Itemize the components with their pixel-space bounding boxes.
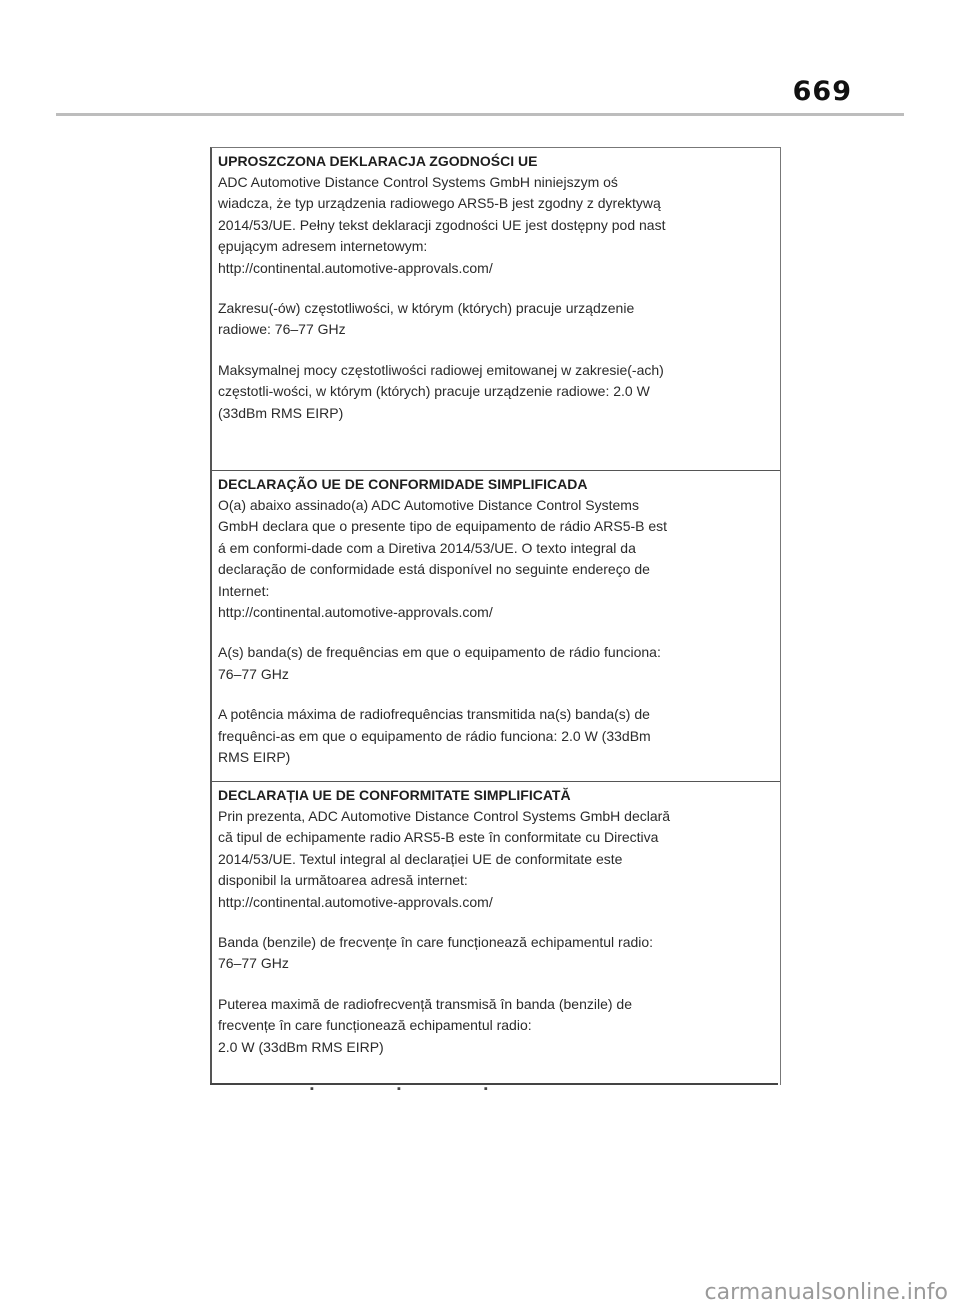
text-line: ADC Automotive Distance Control Systems GmbH niniejszym oś [218, 174, 618, 190]
text-line: declaração de conformidade está disponível no seguinte endereço de [218, 561, 650, 578]
text-line: częstotli-wości, w którym (których) pracuje urządzenie radiowe: 2.0 W [218, 383, 650, 400]
text-line: 2.0 W (33dBm RMS EIRP) [218, 1038, 384, 1055]
text-line: O(a) abaixo assinado(a) ADC Automotive Distance Control Systems [218, 497, 639, 513]
text-line: A(s) banda(s) de frequências em que o equipamento de rádio funciona: [218, 644, 661, 661]
section-paragraph [218, 360, 778, 424]
watermark: carmanualsonline.info [704, 1280, 948, 1305]
section-paragraph [218, 994, 778, 1058]
text-line: Banda (benzile) de frecvențe în care funcționează echipamentul radio: [218, 934, 654, 951]
text-line: Zakresu(-ów) częstotliwości, w którym (których) pracuje urządzenie [218, 300, 635, 317]
text-line: RMS EIRP) [218, 749, 291, 766]
text-line: 76–77 GHz [218, 955, 289, 972]
text-line: Prin prezenta, ADC Automotive Distance Control Systems GmbH declară [218, 808, 671, 824]
text-line: frecvențe în care funcționează echipamentul radio: [218, 1017, 532, 1034]
section-paragraph [218, 806, 778, 913]
section-paragraph [218, 642, 778, 685]
text-line: frequênci-as em que o equipamento de rádio funciona: 2.0 W (33dBm [218, 727, 651, 744]
text-line: á em conformi-dade com a Diretiva 2014/53/UE. O texto integral da [218, 539, 636, 556]
text-line: 2014/53/UE. Pełny tekst deklaracji zgodności UE jest dostępny pod nast [218, 216, 666, 233]
section-paragraph [218, 932, 778, 975]
section-polish [212, 148, 780, 470]
page-number: 669 [792, 76, 852, 107]
text-line: ępującym adresem internetowym: [218, 238, 428, 255]
text-line: Internet: [218, 582, 270, 599]
section-paragraph [218, 298, 778, 341]
scan-artifact-dots: ▪ ▪ ▪ [310, 1083, 528, 1095]
section-heading: DECLARAȚIA UE DE CONFORMITATE SIMPLIFICATĂ [218, 787, 571, 803]
section-paragraph [218, 495, 778, 623]
url-text: http://continental.automotive-approvals.com/ [218, 893, 493, 910]
text-line: GmbH declara que o presente tipo de equipamento de rádio ARS5-B est [218, 518, 668, 535]
text-line: A potência máxima de radiofrequências transmitida na(s) banda(s) de [218, 706, 650, 723]
text-line: wiadcza, że typ urządzenia radiowego ARS5-B jest zgodny z dyrektywą [218, 195, 661, 212]
section-romanian [212, 781, 780, 1085]
section-heading: DECLARAÇÃO UE DE CONFORMIDADE SIMPLIFICADA [218, 476, 588, 492]
text-line: 76–77 GHz [218, 665, 289, 682]
scanned-declaration [210, 147, 781, 1085]
text-line: că tipul de echipamente radio ARS5-B este în conformitate cu Directiva [218, 829, 659, 846]
text-line: radiowe: 76–77 GHz [218, 321, 346, 338]
url-text: http://continental.automotive-approvals.com/ [218, 259, 493, 276]
section-portuguese [212, 470, 780, 781]
section-paragraph [218, 704, 778, 768]
url-text: http://continental.automotive-approvals.com/ [218, 604, 493, 621]
section-paragraph [218, 172, 778, 279]
text-line: Puterea maximă de radiofrecvență transmisă în banda (benzile) de [218, 995, 632, 1012]
text-line: (33dBm RMS EIRP) [218, 404, 344, 421]
header-rule [56, 113, 904, 116]
text-line: disponibil la următoarea adresă internet: [218, 872, 468, 889]
text-line: Maksymalnej mocy częstotliwości radiowej emitowanej w zakresie(-ach) [218, 361, 664, 378]
section-heading: UPROSZCZONA DEKLARACJA ZGODNOŚCI UE [218, 153, 538, 169]
text-line: 2014/53/UE. Textul integral al declarației UE de conformitate este [218, 850, 623, 867]
